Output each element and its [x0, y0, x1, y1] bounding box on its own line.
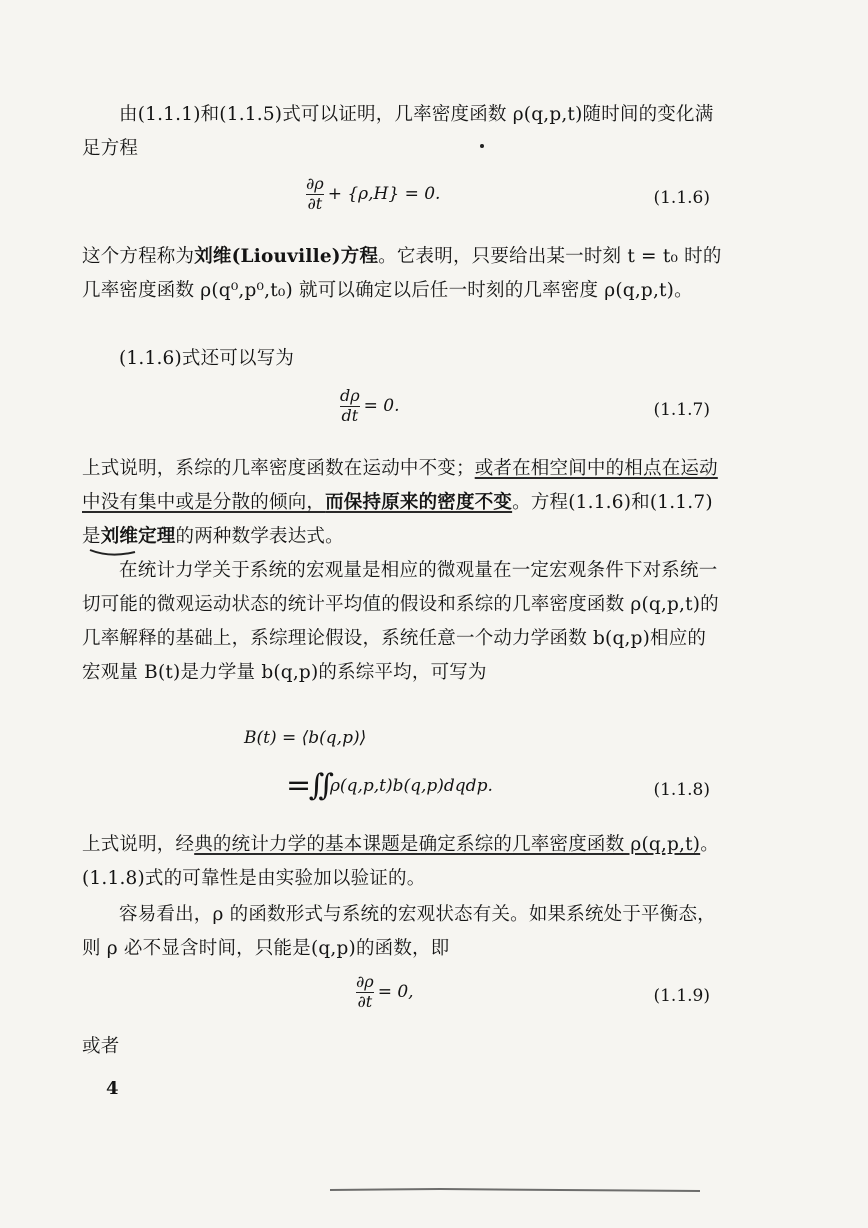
term-liouville-equation: 刘维(Liouville)方程 — [194, 246, 379, 267]
fraction-numerator: ∂ρ — [356, 972, 374, 991]
fraction-numerator: dρ — [340, 386, 360, 405]
equation-rest: = 0, — [377, 982, 414, 1003]
text: 。方程(1.1.6)和(1.1.7)是 — [82, 492, 713, 547]
paragraph-3: (1.1.6)式还可以写为 — [119, 348, 295, 369]
text: 这个方程称为 — [82, 246, 195, 267]
text: 上式说明，经 — [82, 834, 195, 855]
double-integral: = ∫∫ — [286, 768, 328, 803]
fraction-denominator: ∂t — [307, 193, 323, 213]
equation-body: B(t) = ⟨b(q,p)⟩ — [244, 728, 367, 748]
equation-number: (1.1.7) — [653, 400, 710, 420]
text: 。(1.1.8)式的可靠性是由实验加以验证的。 — [82, 834, 719, 889]
term-liouville-theorem: 刘维定理 — [100, 526, 176, 547]
paragraph-8: 或者 — [82, 1036, 120, 1057]
equation-number: (1.1.6) — [653, 188, 710, 208]
fraction-denominator: dt — [341, 405, 359, 425]
handwritten-underline-span: 典的统计力学的基本课题是确定系综的几率密度函数 ρ(q,p,t) — [194, 834, 701, 855]
handwritten-curve-mark — [90, 550, 135, 555]
equation-number: (1.1.8) — [653, 780, 710, 800]
paragraph-7: 容易看出，ρ 的函数形式与系统的宏观状态有关。如果系统处于平衡态，则 ρ 必不显含时间，只能是(q,p)的函数，即 — [82, 904, 716, 959]
fraction-denominator: ∂t — [357, 991, 373, 1011]
text: 的两种数学表达式。 — [175, 526, 344, 547]
paragraph-5: 在统计力学关于系统的宏观量是相应的微观量在一定宏观条件下对系统一切可能的微观运动状态的统计平均值的假设和系综的几率密度函数 ρ(q,p,t)的几率解释的基础上，系综理论假设，系统任意一个动力学函数 b(q,p)相应的宏观量 B(t)是力学量 b(q,p)的系综平均，可写为 — [82, 560, 719, 683]
text: 。它表明，只要给出某一时刻 t = t₀ 时的几率密度函数 ρ(q⁰,p⁰,t₀) 就可以确定以后任一时刻的几率密度 ρ(q,p,t)。 — [82, 246, 722, 301]
page-number: 4 — [106, 1078, 119, 1099]
handwritten-underline-span: 而保持原来的密度不变 — [325, 492, 513, 513]
paragraph-1: 由(1.1.1)和(1.1.5)式可以证明，几率密度函数 ρ(q,p,t)随时间的变化满足方程 — [82, 104, 714, 159]
handwritten-underline-span: 或者在相空间中的相点在运动中没有集中或是分散的倾向， — [82, 458, 718, 513]
integrand: ρ(q,p,t)b(q,p)dqdp. — [329, 775, 493, 796]
fraction-numerator: ∂ρ — [306, 174, 324, 193]
equation-rest: + {ρ,H} = 0. — [327, 184, 441, 205]
equation-rest: = 0. — [363, 396, 400, 417]
text: 上式说明，系综的几率密度函数在运动中不变； — [82, 458, 475, 479]
bottom-scan-line — [330, 1189, 700, 1191]
equation-number: (1.1.9) — [653, 986, 710, 1006]
